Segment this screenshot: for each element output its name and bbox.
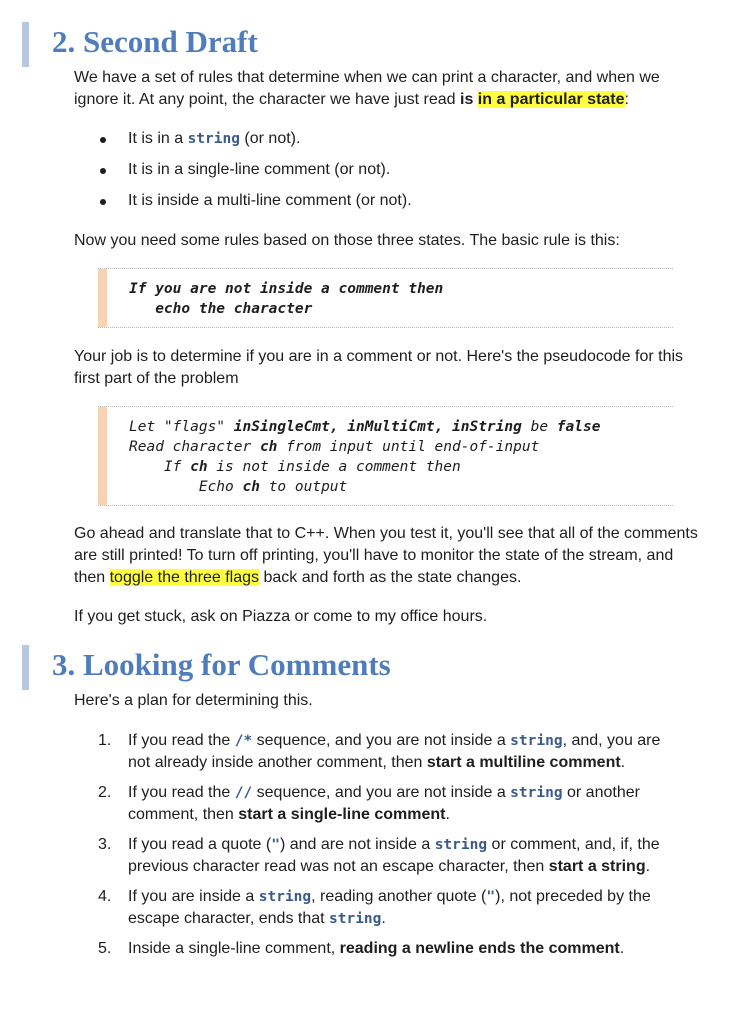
section-2-heading: 2. Second Draft	[52, 24, 258, 59]
code-block-pseudocode: Let "flags" inSingleCmt, inMultiCmt, inString be false Read character ch from input until end-of-input If ch is not inside a comment then Echo ch to output	[98, 406, 673, 506]
section-3-heading: 3. Looking for Comments	[52, 647, 391, 682]
comment-rules-list	[98, 730, 678, 968]
section-3-intro: Here's a plan for determining this.	[74, 692, 313, 709]
list-item: 3. If you read a quote (") and are not inside a string or comment, and, if, the previous character read was not an escape character, then start a string.	[98, 836, 660, 875]
job-paragraph: Your job is to determine if you are in a comment or not. Here's the pseudocode for this first part of the problem	[74, 348, 684, 387]
list-item: It is in a single-line comment (or not).	[98, 159, 412, 190]
highlight-toggle-flags: toggle the three flags	[109, 569, 260, 586]
heading-accent-bar	[22, 22, 29, 67]
list-item: 4. If you are inside a string, reading another quote ("), not preceded by the escape character, ends that string.	[98, 888, 651, 927]
section-2-intro: We have a set of rules that determine when we can print a character, and when we ignore it. At any point, the character we have just read is in a particular state:	[74, 69, 660, 108]
code-block-accent	[98, 269, 107, 327]
list-item: It is in a string (or not).	[98, 128, 412, 159]
rules-paragraph: Now you need some rules based on those three states. The basic rule is this:	[74, 232, 620, 249]
state-bullet-list	[98, 128, 412, 221]
list-item: 5. Inside a single-line comment, reading a newline ends the comment.	[98, 940, 625, 957]
code-block-accent	[98, 407, 107, 505]
list-item: 2. If you read the // sequence, and you are not inside a string or another comment, then start a single-line comment.	[98, 784, 640, 823]
list-item: 1. If you read the /* sequence, and you are not inside a string, and, you are not already inside another comment, then start a multiline comment.	[98, 732, 661, 771]
stuck-paragraph: If you get stuck, ask on Piazza or come to my office hours.	[74, 608, 488, 625]
highlight-particular-state: in a particular state	[477, 91, 625, 108]
list-item: It is inside a multi-line comment (or not).	[98, 190, 412, 221]
code-block-basic-rule: If you are not inside a comment then echo the character	[98, 268, 673, 328]
heading-accent-bar	[22, 645, 29, 690]
goahead-paragraph: Go ahead and translate that to C++. When you test it, you'll see that all of the comments are still printed! To turn off printing, you'll have to monitor the state of the stream, and then toggle the three flags back and forth as the state changes.	[74, 525, 698, 586]
